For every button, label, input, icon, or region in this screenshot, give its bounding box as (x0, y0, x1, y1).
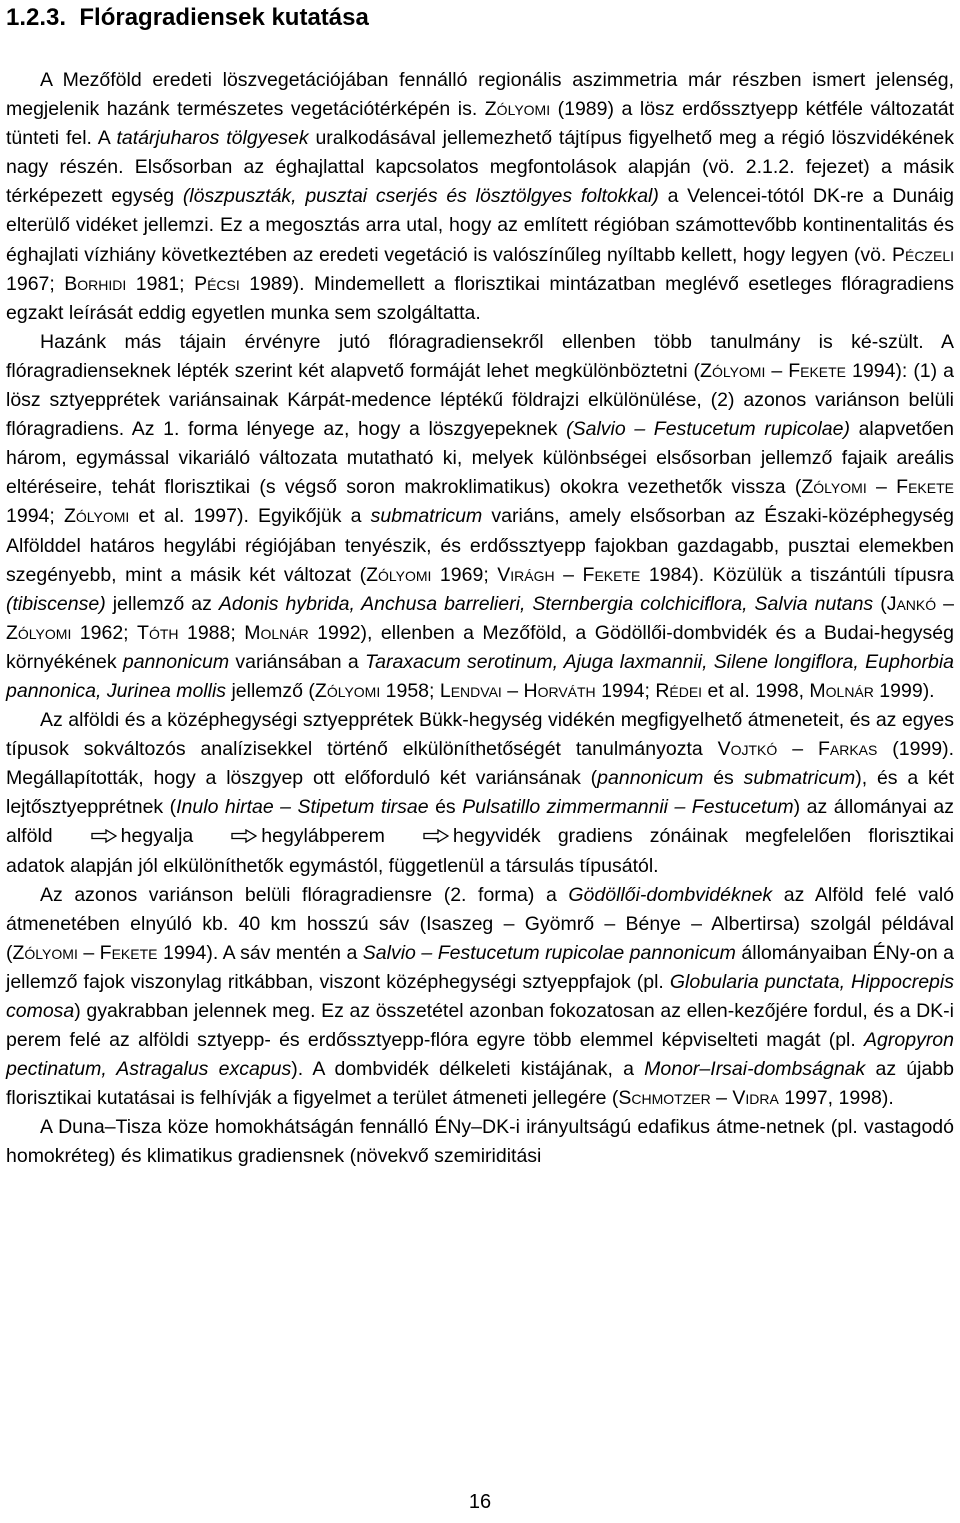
text-run: 1967; (6, 272, 65, 295)
text-run: az újabb florisztikai kutatásai is felhívják a figyelmet a terület átmeneti jellegére ( (6, 1058, 954, 1110)
text-run: A Duna–Tisza köze homokhátságán fennálló ÉNy–DK-i irányultságú edafikus átme-netnek (pl. vastagodó homokréteg) és klimatikus gradiensnek (növekvő szemiriditási (6, 1116, 954, 1168)
text-run: – (765, 359, 789, 382)
paragraph (6, 881, 954, 1114)
text-run: A Mezőföld eredeti löszvegetációjában fennálló regionális aszimmetria már részben ismert jelenség, megjelenik hazánk természetes vegetációtérképén is. (6, 69, 954, 121)
text-run: állományaiban ÉNy-on a jellemző fajok viszonylag ritkábban, viszont középhegységi sztyeppfajok (pl. (6, 941, 955, 993)
author-name: Jankó (886, 592, 937, 615)
text-run: ( (873, 592, 887, 615)
italic-text: Gödöllői-dombvidéknek (568, 883, 773, 906)
text-run: 1988; (178, 621, 245, 644)
text-run: – (77, 941, 100, 964)
text-run: variáns, amely elsősorban az Északi-középhegység Alfölddel határos hegylábi régiójában tenyészik, és erdőssztyepp fajokban gazdagabb, pusztai elemekben szegényebb, mint a másik két változat ( (6, 505, 954, 586)
italic-text: tatárjuharos tölgyesek (116, 127, 309, 150)
author-name: Zólyomi (700, 359, 766, 382)
italic-text: Monor–Irsai-dombságnak (644, 1058, 866, 1081)
author-name: Zólyomi (801, 476, 867, 499)
text-run: 1962; (71, 621, 138, 644)
text-run: 1984). Közülük a tiszántúli típusra (640, 563, 954, 586)
text-run: 1969; (431, 563, 498, 586)
paragraph (6, 66, 954, 328)
right-arrow-icon (197, 822, 257, 851)
italic-text: Pulsatillo zimmermannii – Festucetum (462, 796, 794, 819)
author-name: Borhidi (64, 272, 127, 295)
text-run: a Velencei-tótól DK-re a Dunáig elterülő vidéket jellemzi. Ez a megosztás arra utal, hogy az említett régióban számottevőbb kontinentalitás és éghajlati vízhiány következtében az eredeti vegetáció is valószínűleg nyíltabb kellett, hogy legyen (vö. (6, 185, 954, 266)
text-run: – (710, 1087, 733, 1110)
text-run: 1994; (595, 679, 656, 702)
text-run: jellemző ( (226, 679, 315, 702)
text-run: – (501, 679, 524, 702)
author-name: Fekete (788, 359, 847, 382)
text-run: hegyvidék gradiens zónáinak megfelelően florisztikai adatok alapján jól elkülöníthetők egymástól, függetlenül a társulás típusától. (6, 825, 954, 877)
text-run: alapvetően három, egymással vikariáló változata mutatható ki, melyek különbségei elsősorban jellemző fajaik areális eltéréseire, tehát florisztikai (s végső soron makroklimatikus) okokra vezethetők vissza ( (6, 418, 955, 499)
italic-text: Globularia punctata, Hippocrepis comosa (6, 970, 954, 1022)
text-run: – (936, 592, 955, 615)
right-arrow-icon (389, 822, 449, 851)
text-run: uralkodásával jellemezhető tájtípus figyelhető meg a régió löszvidékének nagy részén. Elsősorban az éghajlattal kapcsolatos megfontolások alapján (vö. 2.1.2. fejezet) a másik térképezett egység (6, 127, 954, 208)
paragraph (6, 1113, 954, 1171)
author-name: Fekete (99, 941, 158, 964)
page-number: 16 (468, 1491, 492, 1513)
author-name: Zólyomi (484, 98, 551, 121)
italic-text: pannonicum (122, 650, 230, 673)
text-run: és (428, 796, 463, 819)
author-name: Virágh (497, 563, 555, 586)
italic-text: (tibiscense) (6, 592, 106, 615)
author-name: Tóth (137, 621, 179, 644)
text-run: – (554, 563, 583, 586)
text-run: és (703, 767, 744, 790)
text-run: et al. 1997). Egyikőjük a (129, 505, 371, 528)
italic-text: pannonicum (597, 767, 704, 790)
italic-text: submatricum (743, 767, 856, 790)
text-run: jellemző az (105, 592, 219, 615)
author-name: Horváth (523, 679, 596, 702)
author-name: Fekete (896, 476, 954, 499)
author-name: Molnár (809, 679, 874, 702)
text-run: Hazánk más tájain érvényre jutó flóragradiensekről ellenben több tanulmány is ké-szült. A flóragradienseknek lépték szerint két alapvető formáját lehet megkülönböztetni ( (6, 330, 954, 382)
author-name: Vojtkó (717, 738, 778, 761)
italic-text: Salvio – Festucetum rupicolae pannonicum (362, 941, 736, 964)
author-name: Molnár (244, 621, 309, 644)
text-run: ). A dombvidék délkeleti kistájának, a (291, 1058, 645, 1081)
text-run: et al. 1998, (702, 679, 810, 702)
author-name: Schmotzer (618, 1087, 711, 1110)
author-name: Pécsi (194, 272, 240, 295)
italic-text: submatricum (370, 505, 483, 528)
italic-text: Taraxacum serotinum, Ajuga laxmannii, Silene longiflora, Euphorbia pannonica, Jurinea mollis (6, 650, 954, 702)
italic-text: Inulo hirtae – Stipetum tirsae (176, 796, 429, 819)
text-run: Az alföldi és a középhegységi sztyepprétek Bükk-hegység vidékén megfigyelhető átmeneteit, és az egyes típusok sokváltozós analízisekkel történő elkülöníthetőségét tanulmányozta (6, 709, 954, 761)
author-name: Zólyomi (6, 621, 72, 644)
paragraph (6, 706, 954, 881)
italic-text: Agropyron pectinatum, Astragalus excapus (6, 1029, 954, 1081)
text-run: 1958; (380, 679, 440, 702)
text-run: ), és a két lejtősztyepprétnek ( (6, 767, 955, 819)
text-run: 1997, 1998). (778, 1087, 894, 1110)
author-name: Vidra (732, 1087, 779, 1110)
author-name: Farkas (817, 738, 878, 761)
text-run: 1994). A sáv mentén a (157, 941, 363, 964)
author-name: Lendvai (439, 679, 502, 702)
text-run: 1981; (126, 272, 195, 295)
italic-text: (löszpuszták, pusztai cserjés és lösztölgyes foltokkal) (182, 185, 659, 208)
author-name: Zólyomi (63, 505, 130, 528)
author-name: Zólyomi (12, 941, 78, 964)
italic-text: (Salvio – Festucetum rupicolae) (566, 418, 850, 441)
author-name: Fekete (582, 563, 641, 586)
text-run: 1994; (6, 505, 64, 528)
author-name: Zólyomi (366, 563, 432, 586)
body-text (6, 66, 954, 1172)
author-name: Péczeli (891, 243, 954, 266)
text-run: 1989). Mindemellett a florisztikai mintázatban meglévő esetleges flóragradiens egzakt leírását eddig egyetlen munka sem szolgáltatta. (6, 272, 954, 324)
text-run: 1994): (1) a lösz sztyepprétek variánsainak Kárpát-medence léptékű földrajzi elkülönülése, (2) azonos variánson belüli flóragradiens. Az 1. forma lényege az, hogy a löszgyepeknek (6, 359, 954, 441)
right-arrow-icon (57, 822, 117, 851)
author-name: Zólyomi (314, 679, 381, 702)
text-run: hegylábperem (261, 825, 385, 848)
text-run: ) gyakrabban jelennek meg. Ez az összetétel azonban fokozatosan az ellen-kezőjére fordul, és a DK-i perem felé az alföldi sztyepp- és erdőssztyepp-flóra egyre több elemmel képviselteti magát (pl. (6, 1000, 954, 1052)
text-run: ) az állományai az alföld (6, 796, 954, 848)
text-run: Az azonos variánson belüli flóragradiensre (2. forma) a (40, 883, 569, 906)
text-run: 1992), ellenben a Mezőföld, a Gödöllői-dombvidék és a Budai-hegység környékének (6, 621, 954, 673)
paragraph (6, 328, 954, 706)
section-heading: 1.2.3. Flóragradiensek kutatása (6, 4, 369, 31)
text-run: (1989) a lösz erdőssztyepp kétféle változatát tünteti fel. A (6, 98, 955, 150)
text-run: 1999). (873, 679, 935, 702)
text-run: az Alföld felé való átmenetében elnyúló kb. 40 km hosszú sáv (Isaszeg – Gyömrő – Bénye – Albertirsa) szolgál példával ( (6, 883, 955, 964)
text-run: hegyalja (120, 825, 194, 848)
text-run: – (777, 738, 818, 761)
text-run: variánsában a (229, 650, 365, 673)
author-name: Rédei (655, 679, 703, 702)
italic-text: Adonis hybrida, Anchusa barrelieri, Sternbergia colchiciflora, Salvia nutans (218, 592, 874, 615)
text-run: – (866, 476, 897, 499)
text-run: (1999). Megállapították, hogy a löszgyep ott előforduló két variánsának ( (6, 738, 955, 790)
